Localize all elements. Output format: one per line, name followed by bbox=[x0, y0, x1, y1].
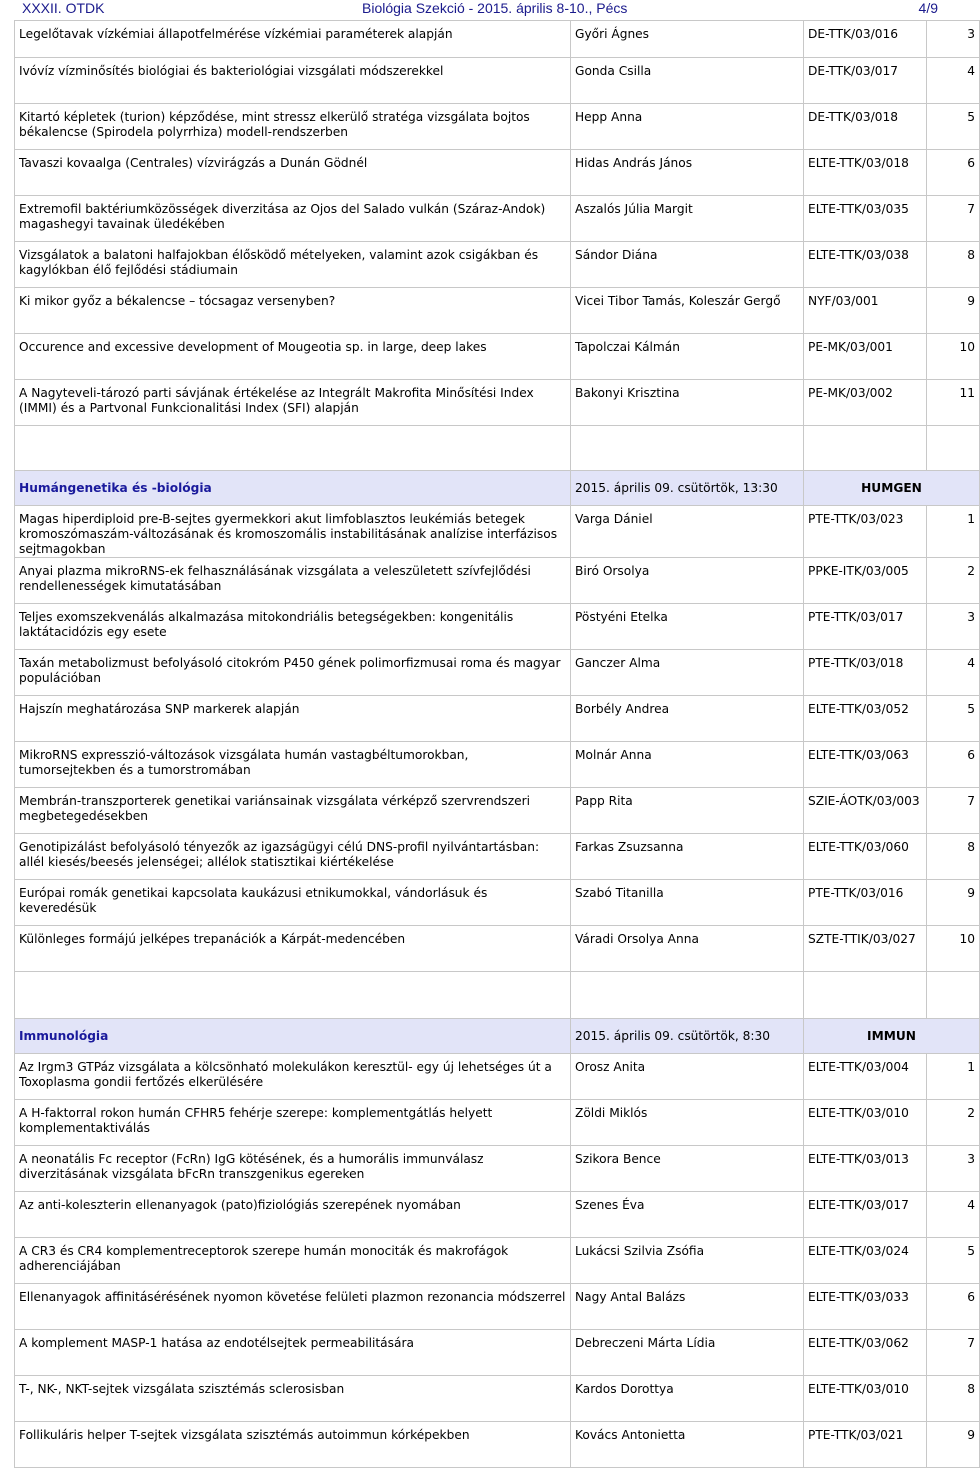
table-row bbox=[15, 104, 980, 150]
talk-title: Genotipizálást befolyásoló tényezők az igazságügyi célú DNS-profil nyilvántartásban: allél kiesés/beesés jelenségei; allélok statisztikai kiértékelése bbox=[15, 834, 571, 880]
talk-code: ELTE-TTK/03/010 bbox=[804, 1376, 927, 1422]
talk-code: ELTE-TTK/03/024 bbox=[804, 1238, 927, 1284]
talk-author: Kardos Dorottya bbox=[571, 1376, 804, 1422]
talk-title: Kitartó képletek (turion) képződése, mint stressz elkerülő stratéga vizsgálata bojtos békalencse (Spirodela polyrrhiza) modell-rendszerben bbox=[15, 104, 571, 150]
talk-code: ELTE-TTK/03/018 bbox=[804, 150, 927, 196]
talk-title: Ki mikor győz a békalencse – tócsagaz versenyben? bbox=[15, 288, 571, 334]
talk-author: Zöldi Miklós bbox=[571, 1100, 804, 1146]
talk-title: Magas hiperdiploid pre-B-sejtes gyermekkori akut limfoblasztos leukémiás betegek kromoszómaszám-változásának és kromoszomális instabilitásának analízise interfázisos sejtmagokban bbox=[15, 506, 571, 558]
talk-author: Hepp Anna bbox=[571, 104, 804, 150]
talk-number: 4 bbox=[927, 650, 980, 696]
section-code: HUMGEN bbox=[804, 471, 980, 506]
talk-title: Extremofil baktériumközösségek diverzitása az Ojos del Salado vulkán (Száraz-Andok) magashegyi tavainak üledékében bbox=[15, 196, 571, 242]
talk-title: MikroRNS expresszió-változások vizsgálata humán vastagbéltumorokban, tumorsejtekben és a tumorstromában bbox=[15, 742, 571, 788]
table-row bbox=[15, 196, 980, 242]
talk-code: DE-TTK/03/016 bbox=[804, 21, 927, 58]
talk-author: Varga Dániel bbox=[571, 506, 804, 558]
talk-code: PTE-TTK/03/017 bbox=[804, 604, 927, 650]
talk-author: Papp Rita bbox=[571, 788, 804, 834]
section-name: Immunológia bbox=[15, 1019, 571, 1054]
section-date: 2015. április 09. csütörtök, 8:30 bbox=[571, 1019, 804, 1054]
talk-author: Vicei Tibor Tamás, Koleszár Gergő bbox=[571, 288, 804, 334]
talk-code: ELTE-TTK/03/035 bbox=[804, 196, 927, 242]
header-section-info: Biológia Szekció - 2015. április 8-10., Pécs bbox=[362, 0, 628, 16]
talk-number: 1 bbox=[927, 1054, 980, 1100]
talk-author: Szikora Bence bbox=[571, 1146, 804, 1192]
talk-number: 10 bbox=[927, 334, 980, 380]
talk-title: A CR3 és CR4 komplementreceptorok szerepe humán monociták és makrofágok adherenciájában bbox=[15, 1238, 571, 1284]
talk-code: ELTE-TTK/03/063 bbox=[804, 742, 927, 788]
header-conference: XXXII. OTDK bbox=[22, 0, 105, 16]
talk-code: ELTE-TTK/03/004 bbox=[804, 1054, 927, 1100]
talk-number: 5 bbox=[927, 696, 980, 742]
talk-number: 8 bbox=[927, 834, 980, 880]
talk-number: 6 bbox=[927, 150, 980, 196]
table-row bbox=[15, 604, 980, 650]
talk-title: Európai romák genetikai kapcsolata kaukázusi etnikumokkal, vándorlásuk és keveredésük bbox=[15, 880, 571, 926]
talk-author: Orosz Anita bbox=[571, 1054, 804, 1100]
table-row bbox=[15, 1284, 980, 1330]
spacer-row bbox=[15, 426, 980, 471]
talk-code: SZTE-TTIK/03/027 bbox=[804, 926, 927, 972]
section-header bbox=[15, 471, 980, 506]
table-row bbox=[15, 1054, 980, 1100]
talk-number: 5 bbox=[927, 1238, 980, 1284]
table-row bbox=[15, 926, 980, 972]
talk-number: 3 bbox=[927, 604, 980, 650]
talk-number: 9 bbox=[927, 288, 980, 334]
talk-code: ELTE-TTK/03/017 bbox=[804, 1192, 927, 1238]
table-row bbox=[15, 1422, 980, 1468]
talk-code: ELTE-TTK/03/062 bbox=[804, 1330, 927, 1376]
talk-code: ELTE-TTK/03/010 bbox=[804, 1100, 927, 1146]
talk-title: Membrán-transzporterek genetikai variánsainak vizsgálata vérképző szervrendszeri megbetegedésekben bbox=[15, 788, 571, 834]
talk-author: Tapolczai Kálmán bbox=[571, 334, 804, 380]
talk-number: 1 bbox=[927, 506, 980, 558]
talk-author: Ganczer Alma bbox=[571, 650, 804, 696]
table-row bbox=[15, 696, 980, 742]
talk-title: Legelőtavak vízkémiai állapotfelmérése vízkémiai paraméterek alapján bbox=[15, 21, 571, 58]
talk-author: Lukácsi Szilvia Zsófia bbox=[571, 1238, 804, 1284]
talk-code: PE-MK/03/001 bbox=[804, 334, 927, 380]
talk-number: 5 bbox=[927, 104, 980, 150]
talk-number: 8 bbox=[927, 1376, 980, 1422]
talk-code: SZIE-ÁOTK/03/003 bbox=[804, 788, 927, 834]
table-row bbox=[15, 650, 980, 696]
talk-number: 10 bbox=[927, 926, 980, 972]
talk-code: ELTE-TTK/03/013 bbox=[804, 1146, 927, 1192]
talk-title: Ivóvíz vízminősítés biológiai és bakteriológiai vizsgálati módszerekkel bbox=[15, 58, 571, 104]
talk-number: 3 bbox=[927, 1146, 980, 1192]
table-row bbox=[15, 1330, 980, 1376]
talk-code: DE-TTK/03/017 bbox=[804, 58, 927, 104]
talk-title: A neonatális Fc receptor (FcRn) IgG kötésének, és a humorális immunválasz diverzitásának vizsgálata bFcRn transzgenikus egereken bbox=[15, 1146, 571, 1192]
talk-number: 4 bbox=[927, 58, 980, 104]
talk-title: Occurence and excessive development of Mougeotia sp. in large, deep lakes bbox=[15, 334, 571, 380]
talk-number: 9 bbox=[927, 880, 980, 926]
talk-title: A Nagyteveli-tározó parti sávjának értékelése az Integrált Makrofita Minősítési Index (IMMI) és a Partvonal Funkcionalitási Index (SFI) alapján bbox=[15, 380, 571, 426]
table-row bbox=[15, 1192, 980, 1238]
talk-number: 7 bbox=[927, 196, 980, 242]
section-header bbox=[15, 1019, 980, 1054]
talk-author: Nagy Antal Balázs bbox=[571, 1284, 804, 1330]
talk-code: DE-TTK/03/018 bbox=[804, 104, 927, 150]
talk-author: Váradi Orsolya Anna bbox=[571, 926, 804, 972]
table-row bbox=[15, 788, 980, 834]
talk-code: PPKE-ITK/03/005 bbox=[804, 558, 927, 604]
table-row bbox=[15, 880, 980, 926]
talk-title: Különleges formájú jelképes trepanációk a Kárpát-medencében bbox=[15, 926, 571, 972]
talk-author: Molnár Anna bbox=[571, 742, 804, 788]
talk-number: 3 bbox=[927, 21, 980, 58]
talk-code: ELTE-TTK/03/052 bbox=[804, 696, 927, 742]
talk-title: Taxán metabolizmust befolyásoló citokróm P450 gének polimorfizmusai roma és magyar populációban bbox=[15, 650, 571, 696]
talk-title: Tavaszi kovaalga (Centrales) vízvirágzás a Dunán Gödnél bbox=[15, 150, 571, 196]
talk-code: NYF/03/001 bbox=[804, 288, 927, 334]
talk-author: Kovács Antonietta bbox=[571, 1422, 804, 1468]
talk-number: 9 bbox=[927, 1422, 980, 1468]
section-date: 2015. április 09. csütörtök, 13:30 bbox=[571, 471, 804, 506]
table-row bbox=[15, 288, 980, 334]
header-page-number: 4/9 bbox=[918, 0, 938, 16]
talk-title: Az Irgm3 GTPáz vizsgálata a kölcsönható molekulákon keresztül- egy új lehetséges út a Toxoplasma gondii fertőzés elkerülésére bbox=[15, 1054, 571, 1100]
talk-code: ELTE-TTK/03/033 bbox=[804, 1284, 927, 1330]
talk-number: 8 bbox=[927, 242, 980, 288]
table-row bbox=[15, 1376, 980, 1422]
talk-number: 11 bbox=[927, 380, 980, 426]
talk-code: PE-MK/03/002 bbox=[804, 380, 927, 426]
table-row bbox=[15, 742, 980, 788]
table-row bbox=[15, 242, 980, 288]
table-row bbox=[15, 380, 980, 426]
talk-title: T-, NK-, NKT-sejtek vizsgálata szisztémás sclerosisban bbox=[15, 1376, 571, 1422]
talk-author: Szenes Éva bbox=[571, 1192, 804, 1238]
table-row bbox=[15, 558, 980, 604]
talk-title: Anyai plazma mikroRNS-ek felhasználásának vizsgálata a veleszületett szívfejlődési rendellenességek kimutatásában bbox=[15, 558, 571, 604]
talk-author: Farkas Zsuzsanna bbox=[571, 834, 804, 880]
talk-author: Gonda Csilla bbox=[571, 58, 804, 104]
talk-title: Az anti-koleszterin ellenanyagok (pato)fiziológiás szerepének nyomában bbox=[15, 1192, 571, 1238]
table-row bbox=[15, 150, 980, 196]
talk-author: Sándor Diána bbox=[571, 242, 804, 288]
talk-number: 6 bbox=[927, 1284, 980, 1330]
table-row bbox=[15, 334, 980, 380]
talk-code: PTE-TTK/03/023 bbox=[804, 506, 927, 558]
talk-number: 4 bbox=[927, 1192, 980, 1238]
talk-code: PTE-TTK/03/021 bbox=[804, 1422, 927, 1468]
talk-code: PTE-TTK/03/016 bbox=[804, 880, 927, 926]
table-row bbox=[15, 1146, 980, 1192]
table-row bbox=[15, 58, 980, 104]
talk-title: Vizsgálatok a balatoni halfajokban élősködő mételyeken, valamint azok csigákban és kagylókban élő fejlődési stádiumain bbox=[15, 242, 571, 288]
talk-number: 2 bbox=[927, 558, 980, 604]
talk-code: ELTE-TTK/03/038 bbox=[804, 242, 927, 288]
section-name: Humángenetika és -biológia bbox=[15, 471, 571, 506]
talk-author: Győri Ágnes bbox=[571, 21, 804, 58]
talk-author: Biró Orsolya bbox=[571, 558, 804, 604]
talk-title: Follikuláris helper T-sejtek vizsgálata szisztémás autoimmun kórképekben bbox=[15, 1422, 571, 1468]
table-row bbox=[15, 1100, 980, 1146]
table-row bbox=[15, 506, 980, 558]
program-table bbox=[14, 20, 980, 1468]
talk-author: Borbély Andrea bbox=[571, 696, 804, 742]
talk-number: 7 bbox=[927, 788, 980, 834]
talk-author: Szabó Titanilla bbox=[571, 880, 804, 926]
table-row bbox=[15, 834, 980, 880]
talk-code: ELTE-TTK/03/060 bbox=[804, 834, 927, 880]
talk-title: A H-faktorral rokon humán CFHR5 fehérje szerepe: komplementgátlás helyett komplementaktiválás bbox=[15, 1100, 571, 1146]
talk-code: PTE-TTK/03/018 bbox=[804, 650, 927, 696]
spacer-row bbox=[15, 972, 980, 1019]
talk-author: Bakonyi Krisztina bbox=[571, 380, 804, 426]
talk-author: Aszalós Júlia Margit bbox=[571, 196, 804, 242]
talk-number: 7 bbox=[927, 1330, 980, 1376]
talk-title: Ellenanyagok affinitásérésének nyomon követése felületi plazmon rezonancia módszerrel bbox=[15, 1284, 571, 1330]
talk-author: Pöstyéni Etelka bbox=[571, 604, 804, 650]
talk-title: Teljes exomszekvenálás alkalmazása mitokondriális betegségekben: kongenitális laktátacidózis egy esete bbox=[15, 604, 571, 650]
talk-title: A komplement MASP-1 hatása az endotélsejtek permeabilitására bbox=[15, 1330, 571, 1376]
talk-title: Hajszín meghatározása SNP markerek alapján bbox=[15, 696, 571, 742]
talk-author: Hidas András János bbox=[571, 150, 804, 196]
talk-author: Debreczeni Márta Lídia bbox=[571, 1330, 804, 1376]
table-row bbox=[15, 21, 980, 58]
section-code: IMMUN bbox=[804, 1019, 980, 1054]
talk-number: 2 bbox=[927, 1100, 980, 1146]
table-row bbox=[15, 1238, 980, 1284]
page-header bbox=[0, 0, 960, 16]
talk-number: 6 bbox=[927, 742, 980, 788]
